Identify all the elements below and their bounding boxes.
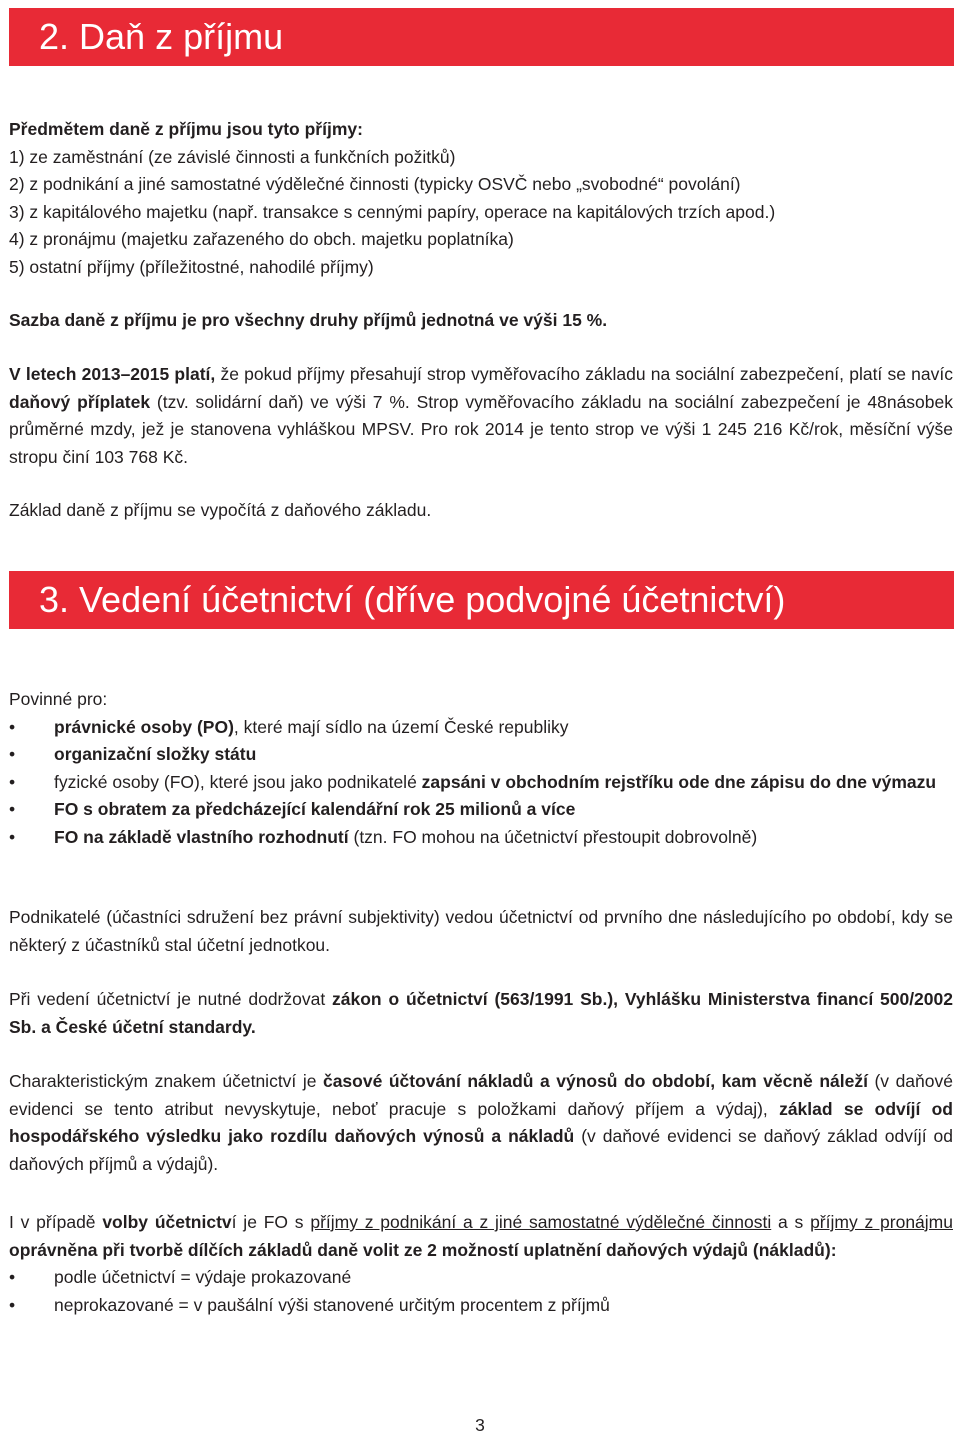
law-paragraph: Při vedení účetnictví je nutné dodržovat zákon o účetnictví (563/1991 Sb.), Vyhlášku Ministerstva financí 500/2002 Sb. a České účetní standardy. [9, 989, 953, 1037]
bullet-icon: • [9, 799, 16, 819]
page-number: 3 [475, 1415, 485, 1435]
bullet-icon: • [9, 1294, 16, 1315]
mandatory-list [9, 714, 953, 852]
income-type-item: 1) ze zaměstnání (ze závislé činnosti a funkčních požitků) [9, 146, 456, 167]
list-item: • podle účetnictví = výdaje prokazované [9, 1264, 953, 1292]
list-item: • právnické osoby (PO), které mají sídlo na území České republiky [9, 714, 953, 742]
tax-rate-text: Sazba daně z příjmu je pro všechny druhy příjmů jednotná ve výši 15 %. [9, 310, 608, 330]
surcharge-paragraph: V letech 2013–2015 platí, že pokud příjmy přesahují strop vyměřovacího základu na sociální zabezpečení, platí se navíc daňový příplatek (tzv. solidární daň) ve výši 7 %. Strop vyměřovacího základu na sociální zabezpečení je 48násobek průměrné mzdy, jež je stanovena vyhláškou MPSV. Pro rok 2014 je tento strop ve výši 1 245 216 Kč/rok, měsíční výše stropu činí 103 768 Kč. [9, 364, 953, 467]
tax-base-text: Základ daně z příjmu se vypočítá z daňového základu. [9, 500, 432, 520]
income-type-item: 5) ostatní příjmy (příležitostné, nahodilé příjmy) [9, 256, 374, 277]
bullet-icon: • [9, 771, 16, 792]
bullet-icon: • [9, 744, 16, 764]
income-type-item: 3) z kapitálového majetku (např. transakce s cennými papíry, operace na kapitálových trzích apod.) [9, 201, 776, 222]
list-item: • FO na základě vlastního rozhodnutí (tzn. FO mohou na účetnictví přestoupit dobrovolně) [9, 824, 953, 852]
bullet-icon: • [9, 716, 16, 737]
list-item: • neprokazované = v paušální výši stanovené určitým procentem z příjmů [9, 1292, 953, 1320]
bullet-icon: • [9, 826, 16, 847]
mandatory-block [9, 686, 953, 851]
list-item: • organizační složky státu [9, 741, 953, 769]
associations-paragraph: Podnikatelé (účastníci sdružení bez právní subjektivity) vedou účetnictví od prvního dne následujícího po období, kdy se některý z účastníků stal účetní jednotkou. [9, 907, 953, 955]
choice-paragraph: I v případě volby účetnictví je FO s příjmy z podnikání a z jiné samostatné výdělečné činnosti a s příjmy z pronájmu oprávněna při tvorbě dílčích základů daně volit ze 2 možností uplatnění daňových výdajů (nákladů): • podle účetnictví = výdaje prokazované • neprokazované = v paušální výši stanovené určitým procentem z příjmů [9, 1209, 953, 1319]
income-type-item: 4) z pronájmu (majetku zařazeného do obch. majetku poplatníka) [9, 229, 514, 249]
section-2-heading: 2. Daň z příjmu [9, 8, 954, 66]
income-type-item: 2) z podnikání a jiné samostatné výdělečné činnosti (typicky OSVČ nebo „svobodné“ povolání) [9, 174, 741, 194]
section-3-heading: 3. Vedení účetnictví (dříve podvojné účetnictví) [9, 571, 954, 629]
income-types-heading: Předmětem daně z příjmu jsou tyto příjmy: [9, 119, 363, 139]
list-item: • fyzické osoby (FO), které jsou jako podnikatelé zapsáni v obchodním rejstříku ode dne zápisu do dne výmazu [9, 769, 953, 797]
characteristic-paragraph: Charakteristickým znakem účetnictví je časové účtování nákladů a výnosů do období, kam věcně náleží (v daňové evidenci se tento atribut nevyskytuje, neboť pracuje s položkami daňový příjem a výdaj), základ se odvíjí od hospodářského výsledku jako rozdílu daňových výnosů a nákladů (v daňové evidenci se daňový základ odvíjí od daňových příjmů a výdajů). [9, 1071, 953, 1174]
income-types-block [9, 116, 953, 281]
mandatory-heading: Povinné pro: [9, 689, 108, 709]
options-list [9, 1264, 953, 1319]
list-item: • FO s obratem za předcházející kalendářní rok 25 milionů a více [9, 796, 953, 824]
bullet-icon: • [9, 1267, 16, 1287]
